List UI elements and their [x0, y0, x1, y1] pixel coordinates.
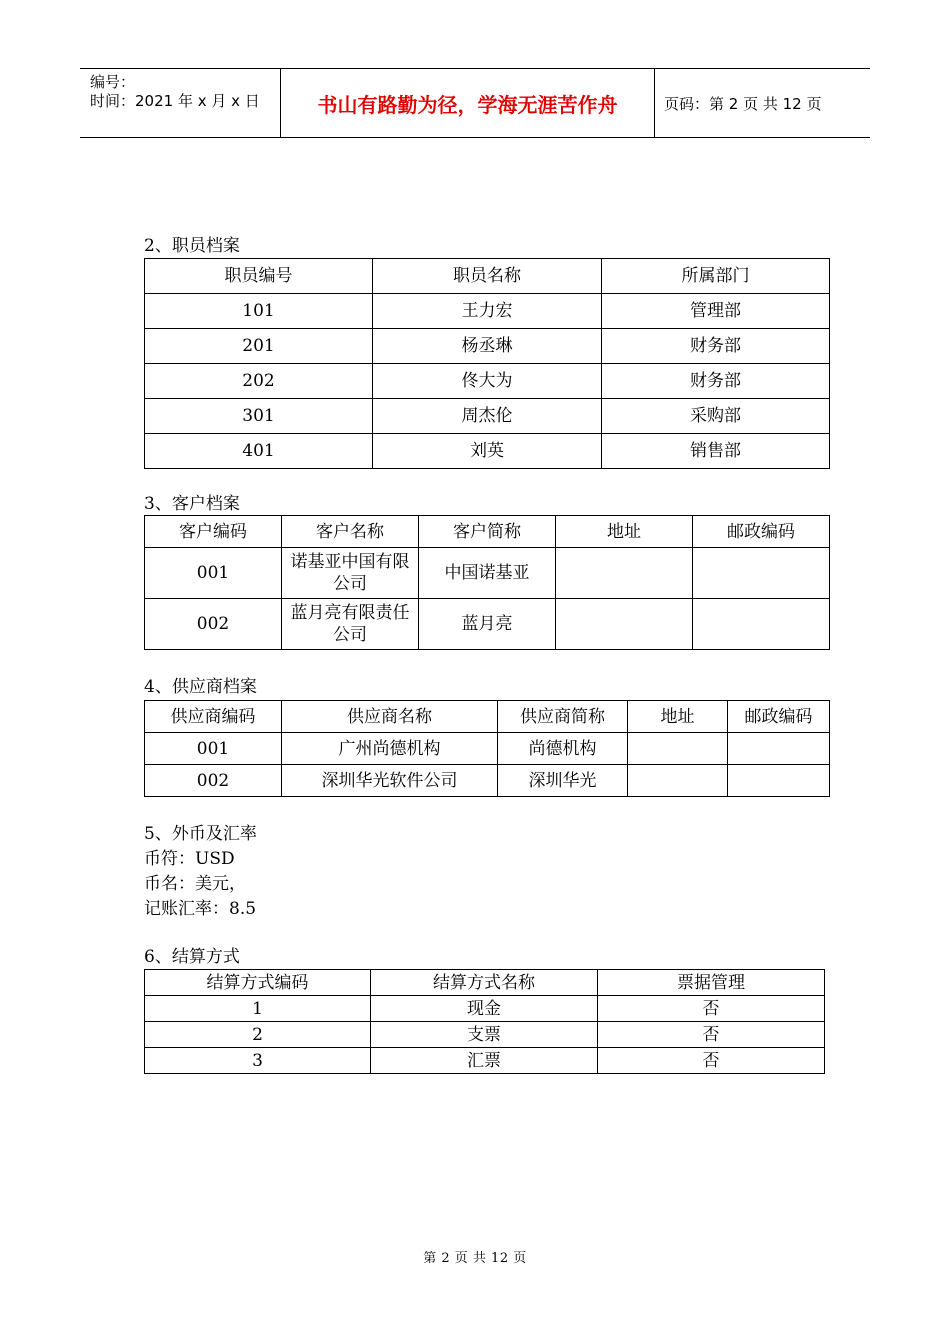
table-cell: 002: [145, 599, 282, 650]
table-row: [145, 1048, 825, 1074]
table-cell: 201: [145, 329, 373, 364]
employee-table: [144, 258, 830, 469]
table-cell: [556, 599, 693, 650]
table-cell: 深圳华光: [498, 765, 628, 797]
table-cell: [693, 548, 830, 599]
page-footer: 第 2 页 共 12 页: [423, 1251, 527, 1266]
section-title-settlement: 6、结算方式: [144, 947, 240, 967]
table-header-cell: 供应商简称: [498, 701, 628, 733]
table-header-cell: 票据管理: [598, 970, 825, 996]
table-cell: 佟大为: [373, 364, 602, 399]
table-cell: 否: [598, 1048, 825, 1074]
header-motto: 书山有路勤为径，学海无涯苦作舟: [281, 69, 655, 137]
customer-table: [144, 515, 830, 650]
table-cell: 1: [145, 996, 371, 1022]
table-cell: 销售部: [602, 434, 830, 469]
table-cell: 101: [145, 294, 373, 329]
table-cell: 诺基亚中国有限公司: [282, 548, 419, 599]
table-header-cell: 邮政编码: [693, 516, 830, 548]
header-page-indicator: 页码：第 2 页 共 12 页: [664, 94, 822, 113]
table-cell: 301: [145, 399, 373, 434]
table-cell: 王力宏: [373, 294, 602, 329]
table-header-cell: 结算方式编码: [145, 970, 371, 996]
table-cell: 蓝月亮: [419, 599, 556, 650]
table-cell: 001: [145, 548, 282, 599]
exchange-rate-line: 记账汇率：8.5: [144, 899, 257, 919]
table-header-cell: 所属部门: [602, 259, 830, 294]
section-title-employees: 2、职员档案: [144, 236, 240, 256]
table-row: [145, 364, 830, 399]
currency-symbol-line: 币符：USD: [144, 849, 235, 869]
section-title-currency: 5、外币及汇率: [144, 824, 257, 844]
table-cell: [693, 599, 830, 650]
table-header-row: [145, 259, 830, 294]
table-header-cell: 地址: [628, 701, 728, 733]
table-cell: 202: [145, 364, 373, 399]
table-row: [145, 733, 830, 765]
table-cell: 刘英: [373, 434, 602, 469]
table-cell: 001: [145, 733, 282, 765]
table-cell: [628, 733, 728, 765]
doc-number-label: 编号：: [90, 73, 136, 91]
currency-name-line: 币名：美元，: [144, 874, 246, 894]
table-cell: 杨丞琳: [373, 329, 602, 364]
table-cell: 否: [598, 1022, 825, 1048]
table-cell: 002: [145, 765, 282, 797]
table-header-cell: 职员名称: [373, 259, 602, 294]
table-header-cell: 结算方式名称: [371, 970, 598, 996]
table-cell: 财务部: [602, 329, 830, 364]
table-cell: 财务部: [602, 364, 830, 399]
table-cell: 2: [145, 1022, 371, 1048]
table-header-cell: 供应商名称: [282, 701, 498, 733]
section-title-customers: 3、客户档案: [144, 494, 240, 514]
table-cell: 401: [145, 434, 373, 469]
settlement-table: [144, 969, 825, 1074]
table-cell: 现金: [371, 996, 598, 1022]
table-cell: 尚德机构: [498, 733, 628, 765]
section-title-suppliers: 4、供应商档案: [144, 677, 257, 697]
header-meta: [80, 69, 281, 137]
table-header-cell: 客户名称: [282, 516, 419, 548]
table-cell: 汇票: [371, 1048, 598, 1074]
table-row: [145, 548, 830, 599]
table-header-cell: 客户简称: [419, 516, 556, 548]
supplier-table: [144, 700, 830, 797]
table-header-cell: 供应商编码: [145, 701, 282, 733]
table-cell: [628, 765, 728, 797]
table-row: [145, 434, 830, 469]
table-cell: 否: [598, 996, 825, 1022]
table-row: [145, 329, 830, 364]
table-header-cell: 邮政编码: [728, 701, 830, 733]
table-header-cell: 地址: [556, 516, 693, 548]
table-cell: 采购部: [602, 399, 830, 434]
table-cell: 中国诺基亚: [419, 548, 556, 599]
table-header-row: [145, 516, 830, 548]
currency-section: [144, 822, 257, 922]
table-cell: 深圳华光软件公司: [282, 765, 498, 797]
table-row: [145, 765, 830, 797]
table-cell: 蓝月亮有限责任公司: [282, 599, 419, 650]
table-header-cell: 客户编码: [145, 516, 282, 548]
table-cell: [556, 548, 693, 599]
table-row: [145, 599, 830, 650]
table-cell: 广州尚德机构: [282, 733, 498, 765]
table-header-row: [145, 701, 830, 733]
table-cell: [728, 765, 830, 797]
table-row: [145, 294, 830, 329]
table-cell: 支票: [371, 1022, 598, 1048]
table-cell: 周杰伦: [373, 399, 602, 434]
table-header-cell: 职员编号: [145, 259, 373, 294]
date-line: 时间：2021 年 x 月 x 日: [90, 92, 260, 110]
table-cell: 管理部: [602, 294, 830, 329]
table-header-row: [145, 970, 825, 996]
table-row: [145, 399, 830, 434]
table-row: [145, 996, 825, 1022]
table-row: [145, 1022, 825, 1048]
page-header: [80, 68, 870, 138]
table-cell: 3: [145, 1048, 371, 1074]
table-cell: [728, 733, 830, 765]
